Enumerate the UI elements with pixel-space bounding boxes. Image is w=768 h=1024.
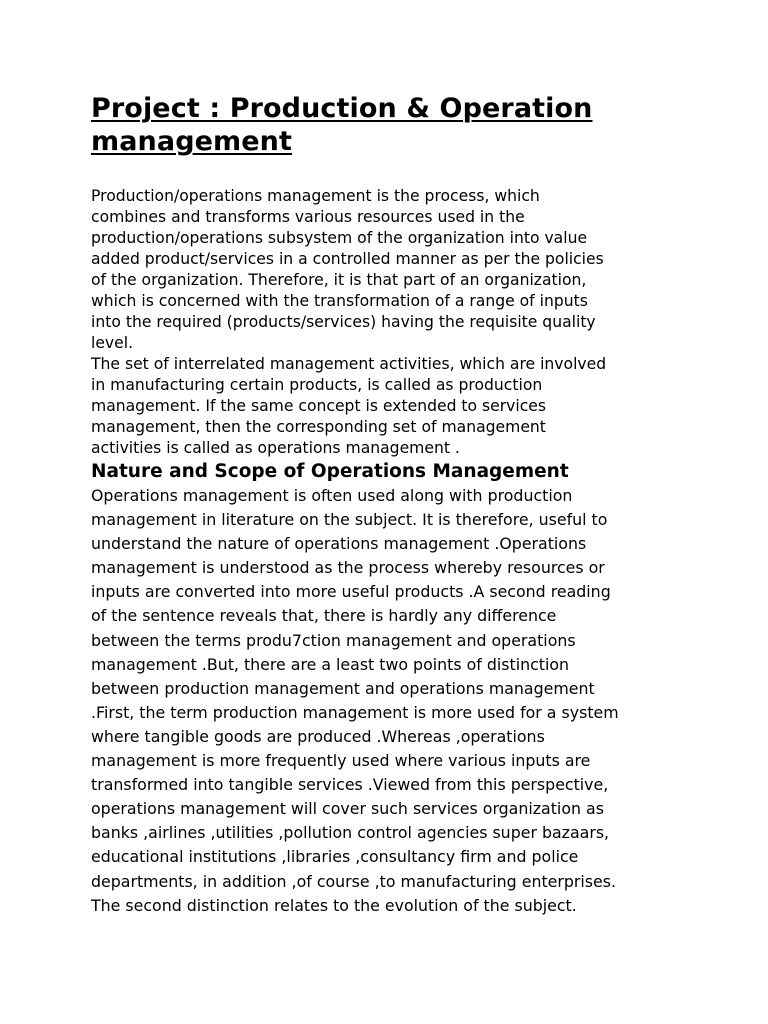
section-heading: Nature and Scope of Operations Management xyxy=(91,461,569,482)
document-title: Project : Production & Operation management xyxy=(91,93,593,157)
definition-paragraph: The set of interrelated management activities, which are involved in manufacturing certain products, is called as production management. If the same concept is extended to services management, then the corresponding set of management activities is called as operations management . xyxy=(91,355,607,457)
document-body xyxy=(91,92,691,918)
section-paragraph: Operations management is often used along with production management in literature on the subject. It is therefore, useful to understand the nature of operations management .Operations management is understood as the process whereby resources or inputs are converted into more useful products .A second reading of the sentence reveals that, there is hardly any difference between the terms produ7ction management and operations management .But, there are a least two points of distinction between production management and operations management .First, the term production management is more used for a system where tangible goods are produced .Whereas ,operations management is more frequently used where various inputs are transformed into tangible services .Viewed from this perspective, operations management will cover such services organization as banks ,airlines ,utilities ,pollution control agencies super bazaars, educational institutions ,libraries ,consultancy firm and police departments, in addition ,of course ,to manufacturing enterprises. The second distinction relates to the evolution of the subject. xyxy=(91,486,619,915)
intro-paragraph: Production/operations management is the process, which combines and transforms various resources used in the production/operations subsystem of the organization into value added product/services in a controlled manner as per the policies of the organization. Therefore, it is that part of an organization, which is concerned with the transformation of a range of inputs into the required (products/services) having the requisite quality level. xyxy=(91,187,604,352)
